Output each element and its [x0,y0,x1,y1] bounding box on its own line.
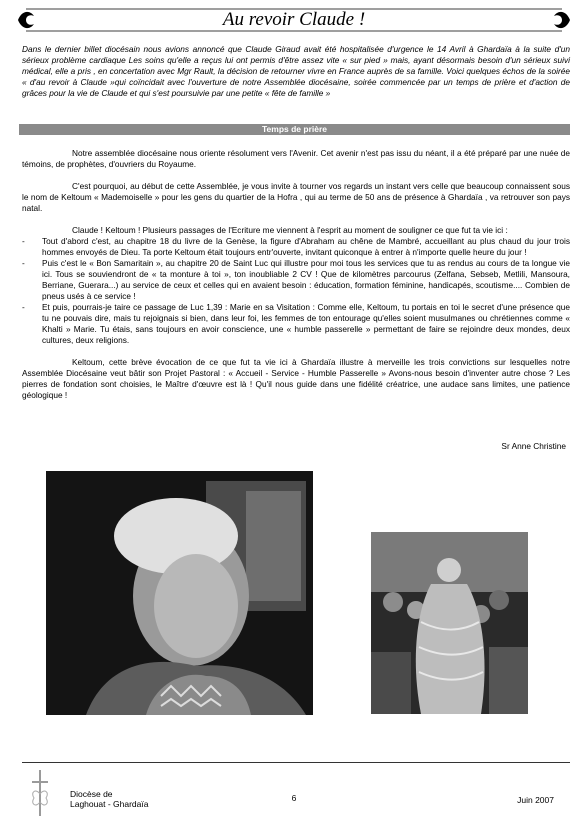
section-heading: Temps de prière [19,124,570,135]
gathering-image [371,532,528,714]
gathering-photo [371,532,528,714]
list-item [22,236,570,258]
page-number: 6 [291,793,297,803]
paragraph-2: C'est pourquoi, au début de cette Assemblée, je vous invite à tourner vos regards un instant vers celle que beaucoup connaissent sous le nom de Keltoum « Mademoiselle » pour les gens du quartier de la Hofra , qui au terme de 50 ans de présence à Ghardaïa , va retrouver son pays natal. [22,181,570,213]
footer-divider [22,762,570,763]
list-item-text: Et puis, pourrais-je taire ce passage de Luc 1,39 : Marie en sa Visitation : Comme elle, Keltoum, tu portais en toi le secret d'une présence que tu ne pouvais dire, mais tu rejoignais si bien, dans leur foi, les femmes de ton entourage qu'elles soient musulmanes ou chrétiennes comme « Khalti » Marie. Tu étais, sans toujours en avoir conscience, une « humble passerelle » permettant de faire se rejoindre deux mondes, deux cultures, deux religions. [42,302,570,345]
list-item-text: Puis c'est le « Bon Samaritain », au chapitre 20 de Saint Luc qui illustre pour moi tous les services que tu as rendus au cours de ta longue vie ici. Tous se souviendront de « ta monture à toi », ton inoubliable 2 CV ! Que de kilomètres parcourus (Zelfana, Sebseb, Metlili, Mansoura, Berriane, Guerara...) au service de ceux et celles qui en avaient besoin : éducation, formation féminine, handicapés, scoutisme.... Combien de pneus usés à ce service ! [42,258,570,301]
paragraph-3: Claude ! Keltoum ! Plusieurs passages de l'Ecriture me viennent à l'esprit au moment de souligner ce que fut ta vie ici : [72,225,508,235]
list-dash: - [22,258,25,268]
footer-diocese-line2: Laghouat - Ghardaïa [70,799,149,809]
portrait-photo [46,471,313,715]
footer-diocese-line1: Diocèse de [70,789,113,799]
portrait-image [46,471,313,715]
list-item [22,302,570,346]
signature: Sr Anne Christine [501,441,566,451]
article-body [22,148,570,412]
list-dash: - [22,302,25,312]
intro-text: Dans le dernier billet diocésain nous avions annoncé que Claude Giraud avait été hospitalisée d'urgence le 14 Avril à Ghardaïa à la suite d'un sérieux problème cardiaque Les soins qu'elle a reçus lui ont permis d'être assez vite « sur pied » mais, ayant désormais besoin d'un sérieux suivi médical, elle a pris , en concertation avec Mgr Rault, la décision de retourner vivre en France auprès de sa famille. Voici quelques échos de la soirée « d'au revoir à Claude »qui coïncidait avec l'ouverture de notre Assemblée diocésaine, soirée commencée par un temps de prière et d'action de grâces pour la vie de Claude et qui s'est poursuivie par une petite « fête de famille » [22,44,570,98]
paragraph-1: Notre assemblée diocésaine nous oriente résolument vers l'Avenir. Cet avenir n'est pas issu du néant, il a été préparé par une nuée de témoins, de prophètes, d'ouvriers du Royaume. [22,148,570,169]
intro-paragraph [22,44,570,99]
list-item [22,258,570,302]
scripture-list [22,236,570,346]
list-dash: - [22,236,25,246]
list-item-text: Tout d'abord c'est, au chapitre 18 du livre de la Genèse, la figure d'Abraham au chêne de Mambré, accueillant au plus chaud du jour trois hommes envoyés de Dieu. Ta porte Keltoum était toujours entr'ouverte, invitant quiconque à entrer à n'importe quelle heure du jour ! [42,236,570,257]
footer-date: Juin 2007 [517,795,554,805]
paragraph-4: Keltoum, cette brève évocation de ce que fut ta vie ici à Ghardaïa illustre à merveille les trois convictions sur lesquelles notre Assemblée Diocésaine veut bâtir son Projet Pastoral : « Accueil - Service - Humble Passerelle » Avons-nous besoin d'inventer autre chose ? Les pierres de fondation sont choisies, le Maître d'œuvre est là ! Qu'il nous guide dans une fidélité créatrice, une audace sans limites, une patience géologique ! [22,357,570,400]
page-title: Au revoir Claude ! [222,9,366,30]
